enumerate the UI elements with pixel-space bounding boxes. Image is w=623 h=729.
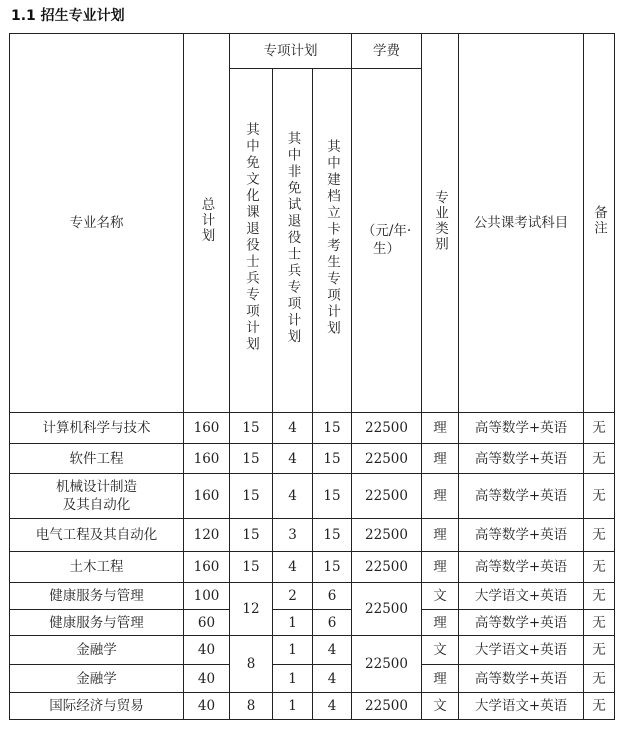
cell-poverty: 15 bbox=[313, 443, 352, 474]
cell-remark: 无 bbox=[584, 583, 615, 610]
cell-subjects: 高等数学+英语 bbox=[459, 664, 584, 693]
cell-category: 理 bbox=[422, 474, 459, 519]
cell-no-exam: 4 bbox=[273, 443, 313, 474]
table-row bbox=[10, 474, 615, 519]
cell-remark: 无 bbox=[584, 636, 615, 665]
cell-remark: 无 bbox=[584, 609, 615, 636]
cell-remark: 无 bbox=[584, 519, 615, 552]
cell-category: 理 bbox=[422, 443, 459, 474]
cell-remark: 无 bbox=[584, 693, 615, 720]
cell-major-line2: 及其自动化 bbox=[62, 497, 131, 514]
cell-subjects: 大学语文+英语 bbox=[459, 693, 584, 720]
cell-category: 文 bbox=[422, 693, 459, 720]
header-exam-subjects: 公共课考试科目 bbox=[459, 34, 584, 413]
cell-major: 健康服务与管理 bbox=[10, 609, 184, 636]
cell-remark: 无 bbox=[584, 413, 615, 444]
cell-remark: 无 bbox=[584, 664, 615, 693]
cell-category: 理 bbox=[422, 664, 459, 693]
cell-tuition: 22500 bbox=[352, 551, 422, 583]
cell-subjects: 高等数学+英语 bbox=[459, 413, 584, 444]
header-category bbox=[422, 34, 459, 413]
cell-veterans: 15 bbox=[230, 519, 273, 552]
table-row bbox=[10, 636, 615, 665]
cell-major-line1: 机械设计制造 bbox=[56, 479, 137, 496]
cell-major: 软件工程 bbox=[10, 443, 184, 474]
cell-tuition: 22500 bbox=[352, 443, 422, 474]
header-total-plan bbox=[184, 34, 230, 413]
cell-tuition: 22500 bbox=[352, 474, 422, 519]
table-row bbox=[10, 443, 615, 474]
header-special-veterans-text: 其中免文化课退役士兵专项计划 bbox=[243, 122, 259, 354]
table-row bbox=[10, 413, 615, 444]
header-special-poverty bbox=[313, 68, 352, 413]
header-total-plan-text: 总计划 bbox=[198, 197, 215, 244]
cell-tuition: 22500 bbox=[352, 636, 422, 693]
cell-total: 40 bbox=[184, 636, 230, 665]
cell-major: 金融学 bbox=[10, 636, 184, 665]
cell-veterans: 8 bbox=[230, 636, 273, 693]
cell-major: 土木工程 bbox=[10, 551, 184, 583]
cell-major bbox=[10, 474, 184, 519]
cell-veterans: 12 bbox=[230, 583, 273, 636]
header-major-name: 专业名称 bbox=[10, 34, 184, 413]
cell-total: 40 bbox=[184, 664, 230, 693]
cell-remark: 无 bbox=[584, 474, 615, 519]
cell-veterans: 15 bbox=[230, 474, 273, 519]
cell-total: 160 bbox=[184, 443, 230, 474]
cell-total: 160 bbox=[184, 474, 230, 519]
cell-category: 理 bbox=[422, 519, 459, 552]
cell-tuition: 22500 bbox=[352, 693, 422, 720]
table-row bbox=[10, 693, 615, 720]
cell-veterans: 15 bbox=[230, 551, 273, 583]
cell-total: 160 bbox=[184, 551, 230, 583]
section-heading: 1.1 招生专业计划 bbox=[11, 8, 125, 24]
table-row bbox=[10, 519, 615, 552]
cell-tuition: 22500 bbox=[352, 413, 422, 444]
cell-poverty: 4 bbox=[313, 636, 352, 665]
table-row bbox=[10, 583, 615, 610]
header-row-top bbox=[10, 34, 615, 69]
cell-poverty: 15 bbox=[313, 474, 352, 519]
header-category-text: 专业类别 bbox=[432, 189, 449, 252]
cell-category: 文 bbox=[422, 583, 459, 610]
cell-no-exam: 1 bbox=[273, 636, 313, 665]
header-special-no-exam-text: 其中非免试退役士兵专项计划 bbox=[284, 130, 301, 346]
cell-subjects: 高等数学+英语 bbox=[459, 551, 584, 583]
cell-major: 电气工程及其自动化 bbox=[10, 519, 184, 552]
cell-total: 60 bbox=[184, 609, 230, 636]
cell-no-exam: 1 bbox=[273, 664, 313, 693]
cell-poverty: 6 bbox=[313, 609, 352, 636]
cell-no-exam: 4 bbox=[273, 474, 313, 519]
table-row bbox=[10, 609, 615, 636]
cell-no-exam: 4 bbox=[273, 551, 313, 583]
cell-category: 文 bbox=[422, 636, 459, 665]
cell-subjects: 大学语文+英语 bbox=[459, 636, 584, 665]
header-tuition: 学费 bbox=[352, 34, 422, 69]
header-remarks-text: 备注 bbox=[591, 205, 608, 237]
cell-poverty: 15 bbox=[313, 551, 352, 583]
cell-veterans: 15 bbox=[230, 443, 273, 474]
header-special-poverty-text: 其中建档立卡考生专项计划 bbox=[324, 138, 340, 337]
cell-major: 计算机科学与技术 bbox=[10, 413, 184, 444]
cell-category: 理 bbox=[422, 551, 459, 583]
cell-total: 120 bbox=[184, 519, 230, 552]
cell-major: 金融学 bbox=[10, 664, 184, 693]
cell-major: 国际经济与贸易 bbox=[10, 693, 184, 720]
cell-poverty: 6 bbox=[313, 583, 352, 610]
cell-remark: 无 bbox=[584, 551, 615, 583]
cell-no-exam: 3 bbox=[273, 519, 313, 552]
cell-subjects: 高等数学+英语 bbox=[459, 474, 584, 519]
cell-major: 健康服务与管理 bbox=[10, 583, 184, 610]
header-tuition-unit: （元/年·生） bbox=[352, 68, 422, 413]
cell-total: 160 bbox=[184, 413, 230, 444]
cell-no-exam: 4 bbox=[273, 413, 313, 444]
enrollment-plan-table bbox=[9, 33, 615, 720]
cell-no-exam: 2 bbox=[273, 583, 313, 610]
header-special-no-exam bbox=[273, 68, 313, 413]
header-special-plan: 专项计划 bbox=[230, 34, 352, 69]
cell-subjects: 高等数学+英语 bbox=[459, 519, 584, 552]
cell-subjects: 高等数学+英语 bbox=[459, 443, 584, 474]
cell-total: 100 bbox=[184, 583, 230, 610]
cell-poverty: 4 bbox=[313, 693, 352, 720]
cell-veterans: 8 bbox=[230, 693, 273, 720]
cell-poverty: 4 bbox=[313, 664, 352, 693]
cell-category: 理 bbox=[422, 413, 459, 444]
cell-total: 40 bbox=[184, 693, 230, 720]
cell-remark: 无 bbox=[584, 443, 615, 474]
cell-subjects: 大学语文+英语 bbox=[459, 583, 584, 610]
cell-category: 理 bbox=[422, 609, 459, 636]
header-special-veterans bbox=[230, 68, 273, 413]
cell-no-exam: 1 bbox=[273, 693, 313, 720]
cell-veterans: 15 bbox=[230, 413, 273, 444]
cell-no-exam: 1 bbox=[273, 609, 313, 636]
cell-poverty: 15 bbox=[313, 519, 352, 552]
table-row bbox=[10, 664, 615, 693]
table-row bbox=[10, 551, 615, 583]
cell-poverty: 15 bbox=[313, 413, 352, 444]
cell-tuition: 22500 bbox=[352, 519, 422, 552]
cell-subjects: 高等数学+英语 bbox=[459, 609, 584, 636]
header-remarks bbox=[584, 34, 615, 413]
cell-tuition: 22500 bbox=[352, 583, 422, 636]
